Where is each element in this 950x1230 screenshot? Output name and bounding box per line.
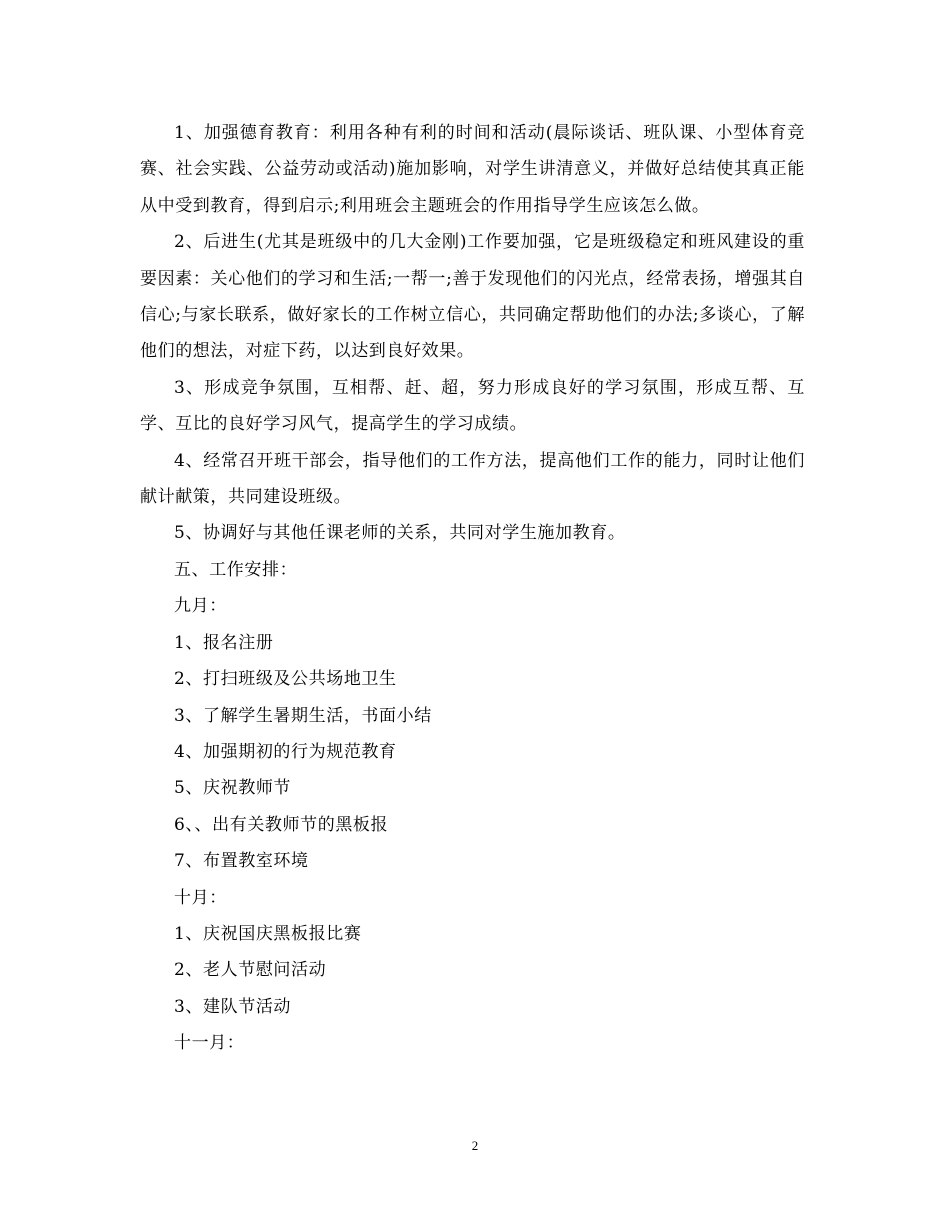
month-heading-november: 十一月： bbox=[174, 1033, 245, 1054]
section-heading-work-schedule: 五、工作安排： bbox=[174, 559, 298, 580]
list-item: 1、庆祝国庆黑板报比赛 bbox=[174, 923, 362, 944]
paragraph-moral-education: 1、加强德育教育：利用各种有利的时间和活动(晨际谈话、班队课、小型体育竞赛、社会实践、公益劳动或活动)施加影响，对学生讲清意义，并做好总结使其真正能从中受到教育，得到启示;利用班会主题班会的作用指导学生应该怎么做。 bbox=[140, 123, 805, 216]
paragraph-struggling-students: 2、后进生(尤其是班级中的几大金刚)工作要加强，它是班级稳定和班风建设的重要因素：关心他们的学习和生活;一帮一;善于发现他们的闪光点，经常表扬，增强其自信心;与家长联系，做好家长的工作树立信心，共同确定帮助他们的办法;多谈心，了解他们的想法，对症下药，以达到良好效果。 bbox=[140, 232, 805, 362]
page-number: 2 bbox=[471, 1138, 479, 1153]
document-body bbox=[140, 115, 805, 1062]
list-item: 5、庆祝教师节 bbox=[174, 778, 292, 799]
paragraph-teacher-coordination: 5、协调好与其他任课老师的关系，共同对学生施加教育。 bbox=[174, 523, 626, 544]
list-item: 6、、出有关教师节的黑板报 bbox=[174, 814, 389, 835]
month-heading-september: 九月： bbox=[174, 596, 227, 617]
list-item: 3、建队节活动 bbox=[174, 996, 292, 1017]
list-item: 2、老人节慰问活动 bbox=[174, 960, 327, 981]
list-item: 3、了解学生暑期生活，书面小结 bbox=[174, 705, 432, 726]
month-heading-october: 十月： bbox=[174, 887, 227, 908]
list-item: 7、布置教室环境 bbox=[174, 851, 309, 872]
paragraph-class-cadres: 4、经常召开班干部会，指导他们的工作方法，提高他们工作的能力，同时让他们献计献策，共同建设班级。 bbox=[140, 450, 805, 508]
paragraph-competition: 3、形成竞争氛围，互相帮、赶、超，努力形成良好的学习氛围，形成互帮、互学、互比的良好学习风气，提高学生的学习成绩。 bbox=[140, 377, 805, 435]
list-item: 2、打扫班级及公共场地卫生 bbox=[174, 669, 397, 690]
list-item: 1、报名注册 bbox=[174, 632, 274, 653]
list-item: 4、加强期初的行为规范教育 bbox=[174, 741, 397, 762]
